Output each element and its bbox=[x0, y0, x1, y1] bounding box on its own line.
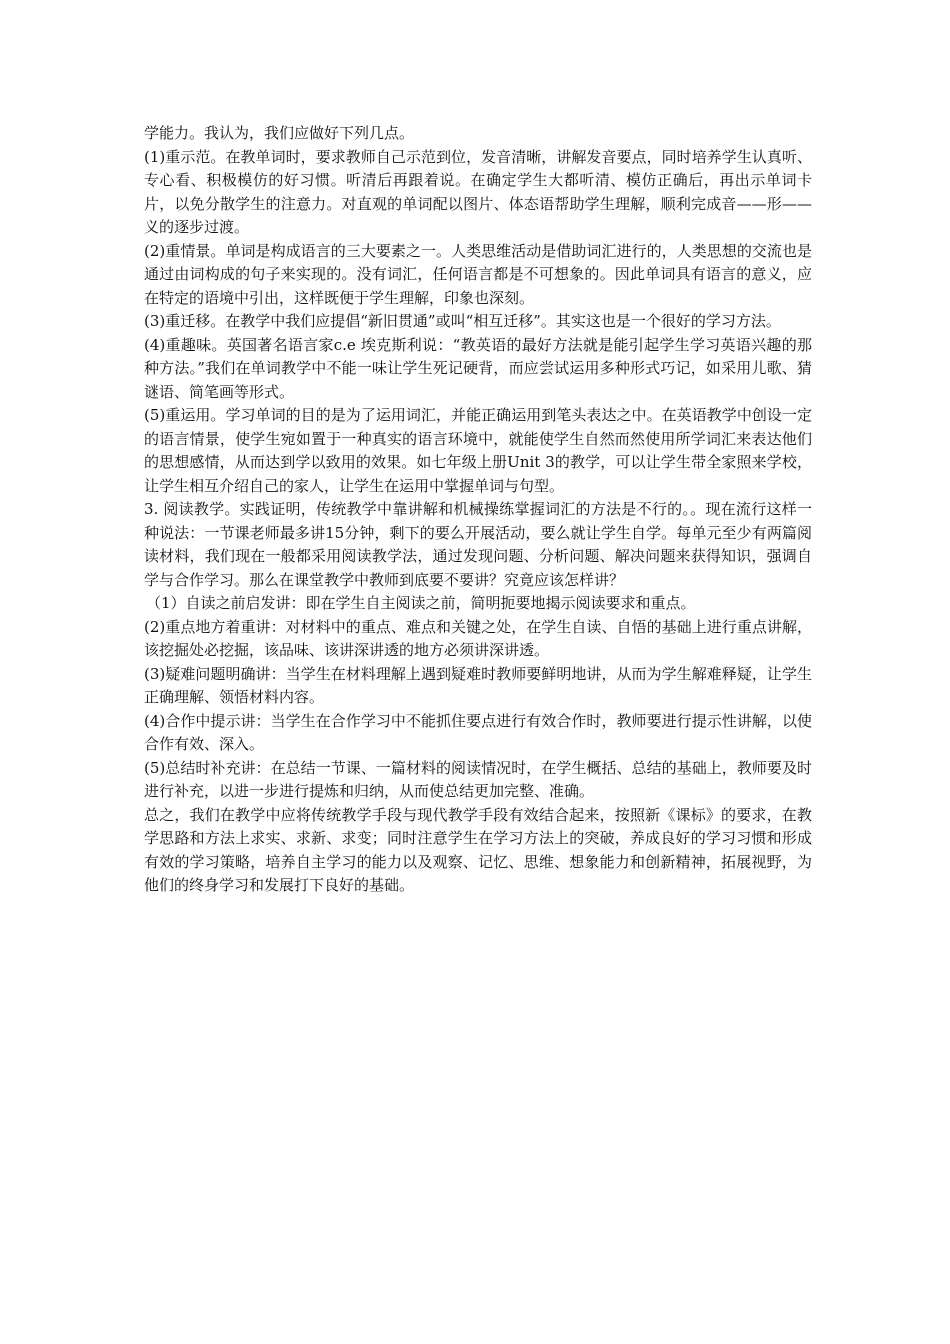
paragraph-reading-before: （1）自读之前启发讲：即在学生自主阅读之前，简明扼要地揭示阅读要求和重点。 bbox=[146, 594, 696, 612]
paragraph-vocab-transfer: (3)重迁移。在教学中我们应提倡“新旧贯通”或叫“相互迁移”。其实这也是一个很好的学习方法。 bbox=[144, 312, 781, 330]
paragraph-reading-difficulties: (3)疑难问题明确讲：当学生在材料理解上遇到疑难时教师要鲜明地讲，从而为学生解难释疑，让学生正确理解、领悟材料内容。 bbox=[144, 664, 812, 706]
paragraph-vocab-application: (5)重运用。学习单词的目的是为了运用词汇，并能正确运用到笔头表达之中。在英语教学中创设一定的语言情景，使学生宛如置于一种真实的语言环境中，就能使学生自然而然使用所学词汇来表达他们的思想感情，从而达到学以致用的效果。如七年级上册Unit 3的教学，可以让学生带全家照来学校，让学生相互介绍自己的家人，让学生在运用中掌握单词与句型。 bbox=[144, 406, 812, 495]
paragraph-reading-summary: (5)总结时补充讲：在总结一节课、一篇材料的阅读情况时，在学生概括、总结的基础上，教师要及时进行补充，以进一步进行提炼和归纳，从而使总结更加完整、准确。 bbox=[144, 758, 812, 800]
paragraph-reading-cooperation: (4)合作中提示讲：当学生在合作学习中不能抓住要点进行有效合作时，教师要进行提示性讲解，以使合作有效、深入。 bbox=[144, 711, 812, 753]
paragraph-vocab-demonstration: (1)重示范。在教单词时，要求教师自己示范到位，发音清晰，讲解发音要点，同时培养学生认真听、专心看、积极模仿的好习惯。听清后再跟着说。在确定学生大都听清、模仿正确后，再出示单词卡片，以免分散学生的注意力。对直观的单词配以图片、体态语帮助学生理解，顺利完成音——形——义的逐步过渡。 bbox=[144, 147, 812, 236]
paragraph-vocab-context: (2)重情景。单词是构成语言的三大要素之一。人类思维活动是借助词汇进行的，人类思想的交流也是通过由词构成的句子来实现的。没有词汇，任何语言都是不可想象的。因此单词具有语言的意义，应在特定的语境中引出，这样既便于学生理解，印象也深刻。 bbox=[144, 241, 812, 307]
paragraph-reading-key-points: (2)重点地方着重讲：对材料中的重点、难点和关键之处，在学生自读、自悟的基础上进行重点讲解，该挖掘处必挖掘，该品味、该讲深讲透的地方必须讲深讲透。 bbox=[144, 617, 812, 659]
paragraph-vocab-interest: (4)重趣味。英国著名语言家c.e 埃克斯利说：“教英语的最好方法就是能引起学生学习英语兴趣的那种方法。”我们在单词教学中不能一味让学生死记硬背，而应尝试运用多种形式巧记，如采用儿歌、猜谜语、简笔画等形式。 bbox=[144, 335, 812, 401]
paragraph-intro-continuation: 学能力。我认为，我们应做好下列几点。 bbox=[144, 124, 415, 142]
paragraph-reading-teaching: 3. 阅读教学。实践证明，传统教学中靠讲解和机械操练掌握词汇的方法是不行的。。现在流行这样一种说法：一节课老师最多讲15分钟，剩下的要么开展活动，要么就让学生自学。每单元至少有两篇阅读材料，我们现在一般都采用阅读教学法，通过发现问题、分析问题、解决问题来获得知识，强调自学与合作学习。那么在课堂教学中教师到底要不要讲？究竟应该怎样讲？ bbox=[144, 500, 812, 589]
paragraph-conclusion: 总之，我们在教学中应将传统教学手段与现代教学手段有效结合起来，按照新《课标》的要求，在教学思路和方法上求实、求新、求变；同时注意学生在学习方法上的突破，养成良好的学习习惯和形成有效的学习策略，培养自主学习的能力以及观察、记忆、思维、想象能力和创新精神，拓展视野，为他们的终身学习和发展打下良好的基础。 bbox=[144, 805, 812, 894]
document-body bbox=[144, 122, 812, 898]
